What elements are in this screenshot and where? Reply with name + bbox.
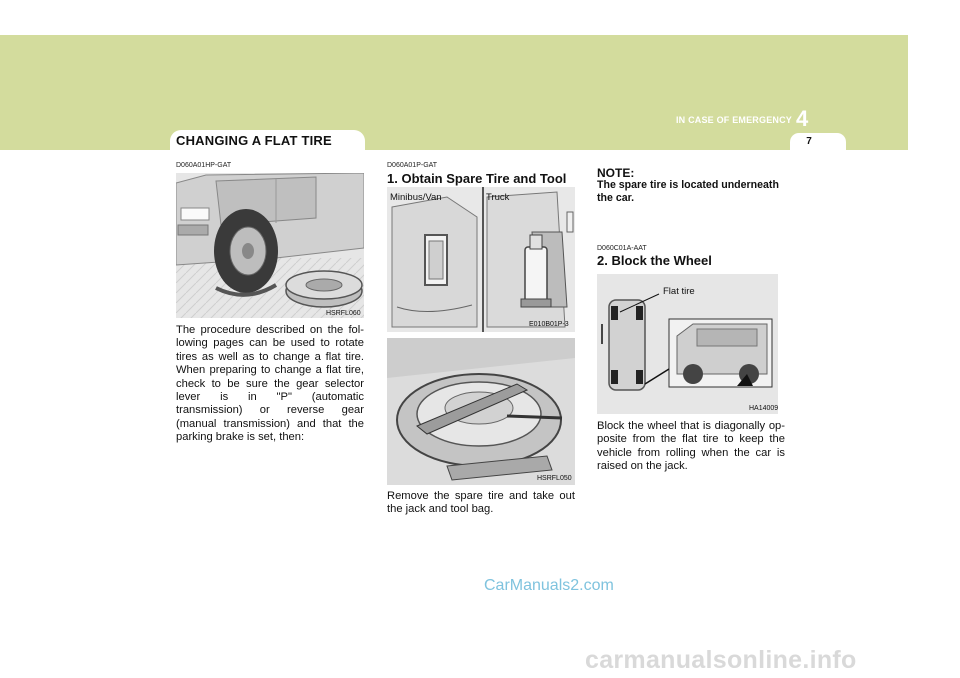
carmanualsonline-watermark: carmanualsonline.info xyxy=(585,646,857,674)
column2-heading: 1. Obtain Spare Tire and Tool xyxy=(387,171,567,186)
column2-paragraph: Remove the spare tire and take out the jack and tool bag. xyxy=(387,490,575,516)
column3-figure xyxy=(597,274,778,414)
figure-label-truck: Truck xyxy=(486,192,510,203)
note-heading: NOTE: xyxy=(597,166,635,180)
column2-figure-bottom xyxy=(387,338,575,485)
figure-label-minibus: Minibus/Van xyxy=(390,192,442,203)
flat-tire-label: Flat tire xyxy=(663,286,695,297)
column1-code: D060A01HP-GAT xyxy=(176,162,232,169)
section-label: IN CASE OF EMERGENCY xyxy=(675,115,792,125)
note-text: The spare tire is located underneath the car. xyxy=(597,179,779,204)
column2-figure-top xyxy=(387,187,575,332)
column1-paragraph: The procedure described on the fol-lowing pages can be used to rotate tires as well as to change a flat tire. When preparing to change a flat tire, check to be sure the gear selector lever is in "P" (automatic transmission) or reverse gear (manual transmission) and that the parking brake is set, then: xyxy=(176,324,364,444)
column2-figure-bottom-code: HSRFL050 xyxy=(537,475,572,482)
column1-figure-code: HSRFL060 xyxy=(326,310,361,317)
page-number: 7 xyxy=(806,136,812,147)
spare-tire-location-illustration xyxy=(387,187,575,332)
column3-code: D060C01A-AAT xyxy=(597,245,647,252)
page-title: CHANGING A FLAT TIRE xyxy=(176,133,332,148)
carmanuals2-watermark[interactable]: CarManuals2.com xyxy=(484,577,614,594)
column3-heading: 2. Block the Wheel xyxy=(597,253,712,268)
header-band xyxy=(0,35,908,150)
column2-figure-top-code: E010B01P-3 xyxy=(529,321,569,328)
spare-tire-and-jack-illustration xyxy=(387,338,575,485)
column3-paragraph: Block the wheel that is diagonally op-posite from the flat tire to keep the vehicle from rolling when the car is raised on the jack. xyxy=(597,420,785,473)
chapter-number: 4 xyxy=(796,106,809,131)
column1-figure xyxy=(176,173,364,318)
flat-tire-van-illustration xyxy=(176,173,364,318)
column3-figure-code: HA14009 xyxy=(749,405,778,412)
column2-code: D060A01P-GAT xyxy=(387,162,438,169)
